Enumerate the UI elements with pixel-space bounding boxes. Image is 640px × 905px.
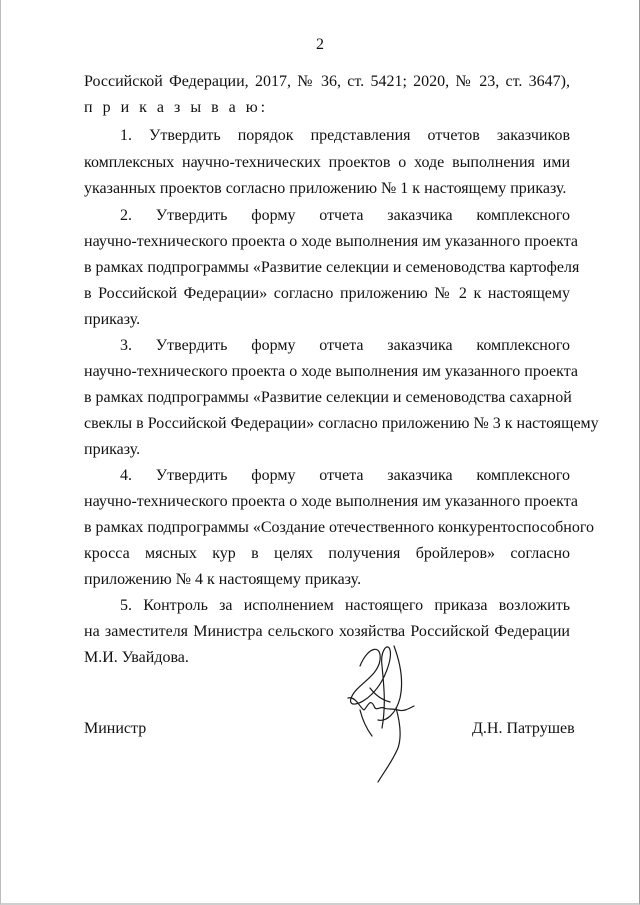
paragraph-5-line-3: М.И. Увайдова. (84, 649, 189, 666)
paragraph-2-line-3: в рамках подпрограммы «Развитие селекции и семеноводства картофеля (84, 259, 580, 276)
paragraph-1-line-1: 1. Утвердить порядок представления отчетов заказчиков (120, 127, 570, 144)
paragraph-3-line-3: в рамках подпрограммы «Развитие селекции и семеноводства сахарной (84, 389, 572, 406)
paragraph-5-line-1: 5. Контроль за исполнением настоящего приказа возложить (120, 597, 570, 614)
paragraph-4-line-3: в рамках подпрограммы «Создание отечественного конкурентоспособного (84, 519, 594, 536)
signatory-name: Д.Н. Патрушев (472, 720, 575, 737)
paragraph-2-line-2: научно-технического проекта о ходе выполнения им указанного проекта (84, 233, 578, 250)
paragraph-3-line-2: научно-технического проекта о ходе выполнения им указанного проекта (84, 363, 578, 380)
paragraph-4-line-2: научно-технического проекта о ходе выполнения им указанного проекта (84, 493, 578, 510)
page-number: 2 (316, 36, 324, 53)
paragraph-2-line-5: приказу. (84, 311, 141, 328)
paragraph-5-line-2: на заместителя Министра сельского хозяйства Российской Федерации (84, 623, 570, 640)
paragraph-1-line-3: указанных проектов согласно приложению № 1 к настоящему приказу. (84, 180, 567, 197)
handwritten-signature-icon (330, 636, 425, 786)
paragraph-1-line-2: комплексных научно-технических проектов о ходе выполнения ими (84, 154, 570, 171)
paragraph-2-line-1: 2. Утвердить форму отчета заказчика комплексного (120, 207, 570, 224)
paragraph-4-line-1: 4. Утвердить форму отчета заказчика комплексного (120, 467, 570, 484)
text-line: Российской Федерации, 2017, № 36, ст. 5421; 2020, № 23, ст. 3647), (84, 73, 570, 90)
signatory-title: Министр (84, 720, 147, 737)
paragraph-2-line-4: в Российской Федерации» согласно приложению № 2 к настоящему (84, 285, 570, 302)
paragraph-4-line-4: кросса мясных кур в целях получения бройлеров» согласно (84, 545, 570, 562)
paragraph-3-line-1: 3. Утвердить форму отчета заказчика комплексного (120, 337, 570, 354)
paragraph-3-line-4: свеклы в Российской Федерации» согласно приложению № 3 к настоящему (84, 415, 599, 432)
text-line-order-word: п р и к а з ы в а ю: (84, 99, 269, 116)
paragraph-4-line-5: приложению № 4 к настоящему приказу. (84, 571, 362, 588)
paragraph-3-line-5: приказу. (84, 441, 141, 458)
